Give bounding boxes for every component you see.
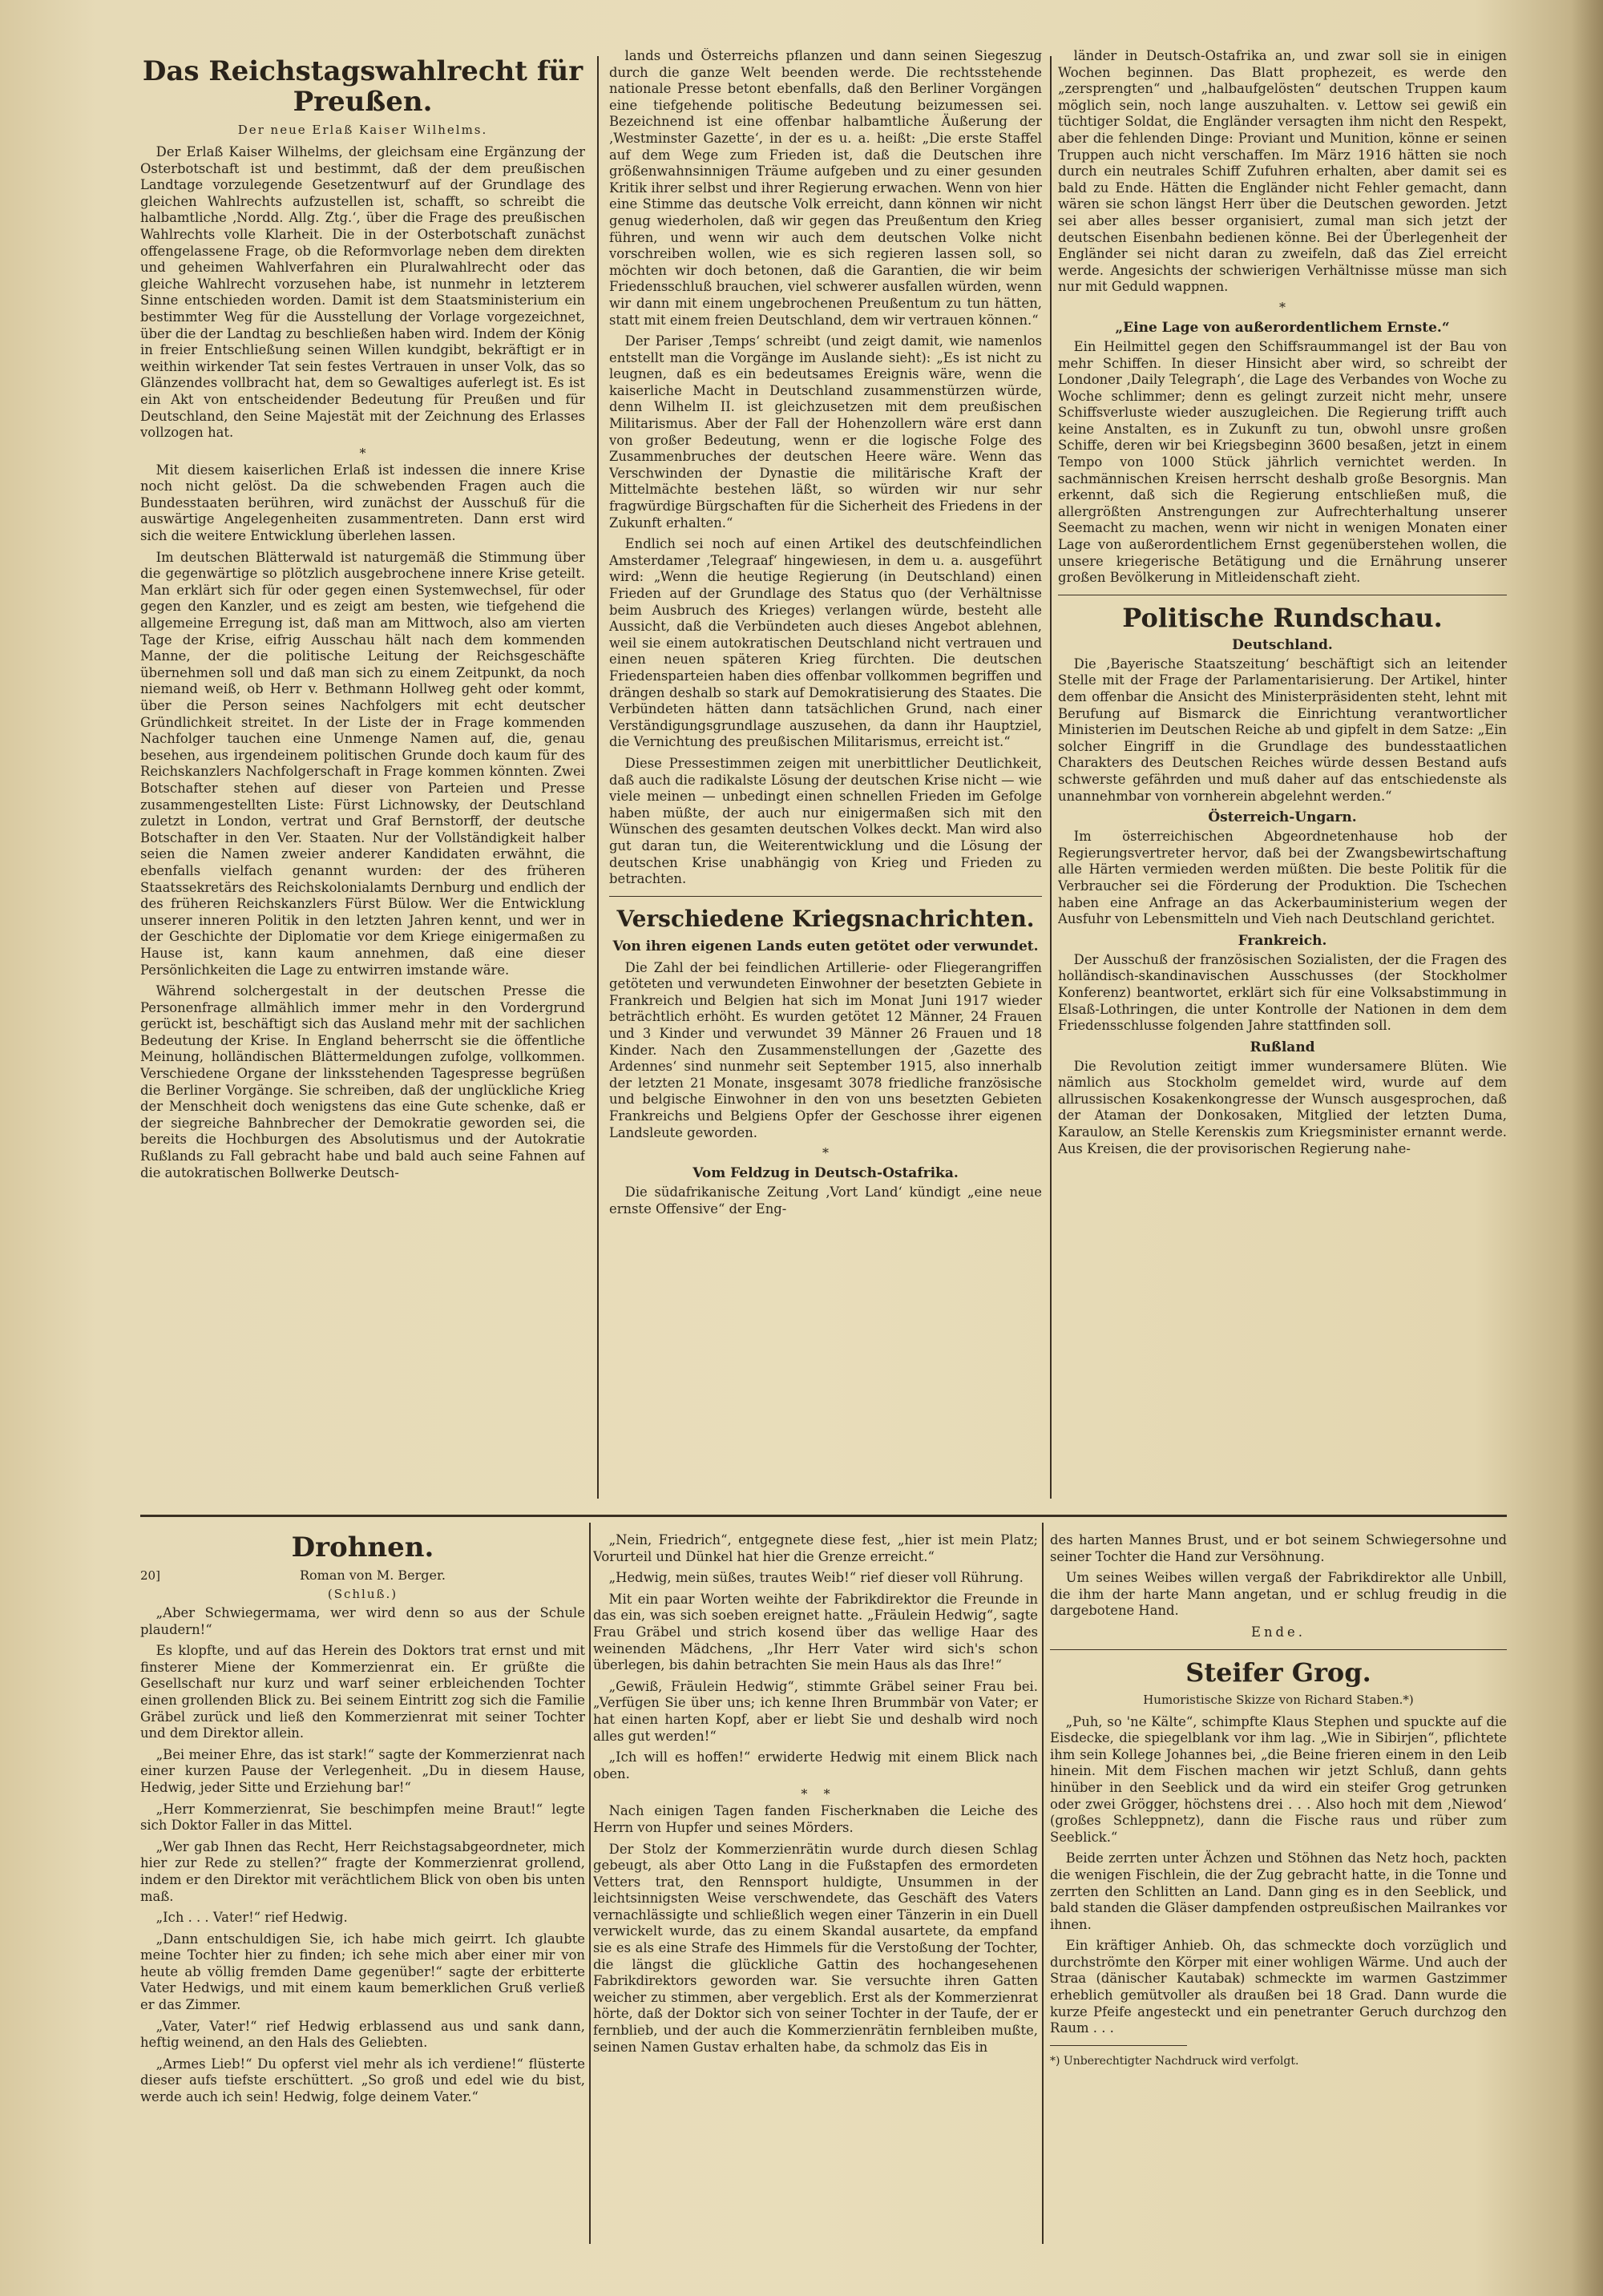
paragraph: Nach einigen Tagen fanden Fischerknaben die Leiche des Herrn von Hupfer und seines Mörders.: [593, 1803, 1038, 1835]
section-title-kriegsnachrichten: Verschiedene Kriegsnachrichten.: [616, 905, 1035, 932]
column-rule: [1050, 56, 1052, 1499]
paragraph: Mit ein paar Worten weihte der Fabrikdirektor die Freunde in das ein, was sich soeben ereignet hatte. „Fräulein Hedwig“, sagte Frau Gräbel und strich kosend über das wellige Haar des weinenden Mädchens, „Ihr Herr Vater wird sich's schon überlegen, bis dahin betrachten Sie mein Haus als das Ihre!“: [593, 1591, 1038, 1673]
paragraph: „Armes Lieb!“ Du opferst viel mehr als ich verdiene!“ flüsterte dieser aufs tiefste erschüttert. „So groß und edel wie du bist, werde auch ich sein! Hedwig, folge deinem Vater.“: [140, 2056, 585, 2105]
paragraph: länder in Deutsch-Ostafrika an, und zwar soll sie in einigen Wochen beginnen. Das Blatt prophezeit, es werde den „zersprengten“ und „halbaufgelösten“ deutschen Truppen kaum möglich sein, noch lange auszuhalten. v. Lettow sei gewiß ein tüchtiger Soldat, die Engländer versagten ihm nicht den Respekt, aber die fehlenden Dinge: Proviant und Munition, könne er seinen Truppen auch nicht verschaffen. Im März 1916 hätten sie noch durch ein neutrales Schiff Zufuhren erhalten, aber damit sei es bald zu Ende. Hätten die Engländer nicht Fehler gemacht, dann wären sie schon längst Herr über die Deutschen geworden. Jetzt sei aber alles besser organisiert, zumal man sich jetzt der deutschen Eisenbahn bedienen könne. Bei der Überlegenheit der Engländer sei nicht daran zu zweifeln, daß das Ziel erreicht werde. Angesichts der schwierigen Verhältnisse müsse man sich nur mit Geduld wappnen.: [1058, 48, 1507, 295]
section-star: *: [359, 445, 366, 461]
serial-drohnen-continued: [593, 1532, 1038, 2254]
paragraph: „Ich . . . Vater!“ rief Hedwig.: [155, 1910, 348, 1926]
serial-byline-row: [140, 1568, 585, 1583]
paragraph: Beide zerrten unter Ächzen und Stöhnen das Netz hoch, packten die wenigen Fischlein, die der Zug gebracht hatte, in die Tonne und zerrten den Schlitten an Land. Dann ging es in den Seeblick, und bald standen die Gläser dampfenden ostpreußischen Mailrankes vor ihnen.: [1050, 1850, 1507, 1932]
paragraph: Ein Heilmittel gegen den Schiffsraummangel ist der Bau von mehr Schiffen. In dieser Hinsicht aber wird, so schreibt der Londoner ‚Daily Telegraph‘, die Lage des Verbandes von Woche zu Woche schlimmer; denn es gelingt zurzeit nicht mehr, unsere Schiffsverluste wieder auszugleichen. Die Regierung trifft auch keine Anstalten, es in Zukunft zu tun, obwohl unsre großen Schiffe, deren wir bei Kriegsbeginn 3600 besaßen, jetzt in einem Tempo von 1000 Stück jährlich vernichtet werden. In sachmännischen Kreisen herrscht deshalb große Besorgnis. Man erkennt, daß sich die Regierung entschließen muß, die allergrößten Anstrengungen zur Aufrechterhaltung unserer Seemacht zu machen, wenn wir nicht in wenigen Monaten einer Lage von außerordentlichem Ernst gegenüberstehen wollen, die unsere kriegerische Betätigung und die Ernährung unserer großen Bevölkerung in Mitleidenschaft zieht.: [1058, 338, 1507, 586]
section-star: *: [822, 1145, 829, 1161]
paragraph: Der Pariser ‚Temps‘ schreibt (und zeigt damit, wie namenlos entstellt man die Vorgänge im Auslande sieht): „Es ist nicht zu leugnen, daß es ein bedeutsames Ereignis wäre, wenn die kaiserliche Macht in Deutschland zusammenstürzen würde, denn Wilhelm II. ist gleichzusetzen mit dem preußischen Militarismus. Aber der Fall der Hohenzollern wäre erst dann von großer Bedeutung, wenn er die logische Folge des Zusammenbruches der deutschen Heere wäre. Wenn das Verschwinden der Dynastie die militärische Kraft der Mittelmächte bestehen läßt, so würden wir nur sehr fragwürdige Bürgschaften für die Sicherheit des Friedens in der Zukunft erhalten.“: [609, 333, 1042, 531]
serial-drohnen: [140, 1532, 585, 2254]
country-heading: Deutschland.: [1232, 636, 1333, 653]
paragraph: Es klopfte, und auf das Herein des Doktors trat ernst und mit finsterer Miene der Kommerzienrat ein. Er grüßte die Gesellschaft nur kurz und warf seiner erbleichenden Tochter einen grollenden Blick zu. Bei seinem Eintritt zog sich die Familie Gräbel zurück und ließ den Kommerzienrat mit seiner Tochter und dem Direktor allein.: [140, 1643, 585, 1741]
section-stars: * *: [801, 1786, 830, 1802]
feuilleton-rule: [140, 1515, 1507, 1517]
paragraph: „Gewiß, Fräulein Hedwig“, stimmte Gräbel seiner Frau bei. „Verfügen Sie über uns; ich kenne Ihren Brummbär von Vater; er hat einen harten Kopf, aber er liebt Sie und deshalb wird noch alles gut werden!“: [593, 1678, 1038, 1744]
paragraph: Ein kräftiger Anhieb. Oh, das schmeckte doch vorzüglich und durchströmte den Körper mit einer wohligen Wärme. Und auch der Straa (dänischer Kautabak) schmeckte im warmen Gastzimmer erheblich gemütvoller als draußen bei 18 Grad. Dann wurde die kurze Pfeife angesteckt und ein penetranter Geruch durchzog den Raum . . .: [1050, 1938, 1507, 2036]
paragraph: „Hedwig, mein süßes, trautes Weib!“ rief dieser voll Rührung.: [608, 1570, 1024, 1586]
serial-title: Drohnen.: [291, 1532, 434, 1564]
section-heading: Vom Feldzug in Deutsch-Ostafrika.: [692, 1165, 959, 1182]
paragraph: Die Zahl der bei feindlichen Artillerie- oder Fliegerangriffen getöteten und verwundeten Einwohner der besetzten Gebiete in Frankreich und Belgien hat sich im Monat Juni 1917 wieder beträchtlich erhöht. Es wurden getötet 12 Männer, 24 Frauen und 3 Kinder und verwundet 39 Männer 26 Frauen und 18 Kinder. Nach den Zusammenstellungen der ‚Gazette des Ardennes‘ sind nunmehr seit September 1915, also innerhalb der letzten 21 Monate, insgesamt 3078 friedliche französische und belgische Einwohner in den von uns besetzten Gebieten Frankreichs und Belgiens Opfer der Geschosse ihrer eigenen Landsleute geworden.: [609, 959, 1042, 1140]
divider: [1050, 2045, 1187, 2046]
section-title-rundschau: Politische Rundschau.: [1122, 602, 1443, 633]
paragraph: „Aber Schwiegermama, wer wird denn so aus der Schule plaudern!“: [140, 1605, 585, 1637]
divider: [609, 896, 1042, 897]
paragraph: Diese Pressestimmen zeigen mit unerbittlicher Deutlichkeit, daß auch die radikalste Lösung der deutschen Krise nicht — wie viele meinen — unbedingt einen schnellen Frieden im Gefolge haben müßte, der auch nur einigermaßen sich mit den Wünschen des gesamten deutschen Volkes deckt. Man wird also gut daran tun, die Weiterentwicklung und die Lösung der deutschen Krise unabhängig von Krieg und Frieden zu betrachten.: [609, 755, 1042, 887]
article-title: Das Reichstagswahlrecht für Preußen.: [142, 55, 583, 118]
paragraph: des harten Mannes Brust, und er bot seinem Schwiegersohne und seiner Tochter die Hand zur Versöhnung.: [1050, 1532, 1507, 1564]
story-subtitle: Humoristische Skizze von Richard Staben.*): [1143, 1692, 1414, 1707]
paragraph: Mit diesem kaiserlichen Erlaß ist indessen die innere Krise noch nicht gelöst. Da die schwebenden Fragen auch die Bundesstaaten berühren, wird zunächst der Ausschuß für die auswärtige Angelegenheiten zusammentreten. Dann erst wird sich die weitere Entwicklung überlehen lassen.: [140, 462, 585, 544]
paragraph: Die Revolution zeitigt immer wundersamere Blüten. Wie nämlich aus Stockholm gemeldet wird, wurde auf dem allrussischen Kosakenkongresse der Wunsch ausgesprochen, daß der Ataman der Donkosaken, Mitglied der letzten Duma, Karaulow, an Stelle Kerenskis zum Kriegsminister ernannt werde. Aus Kreisen, die der provisorischen Regierung nahe-: [1058, 1058, 1507, 1156]
serial-number: 20]: [140, 1568, 160, 1583]
paragraph: „Ich will es hoffen!“ erwiderte Hedwig mit einem Blick nach oben.: [593, 1749, 1038, 1782]
serial-conclusion: (Schluß.): [327, 1587, 398, 1601]
country-heading: Österreich-Ungarn.: [1208, 809, 1357, 826]
article-continuation: [609, 48, 1042, 1503]
paragraph: „Dann entschuldigen Sie, ich habe mich geirrt. Ich glaubte meine Tochter hier zu finden; ich sehe mich aber einer mir von heute ab völlig fremden Dame gegenüber!“ sagte der erbitterte Vater Hedwigs, und mit einem kaum bemerklichen Gruß verließ er das Zimmer.: [140, 1931, 585, 2013]
section-star: *: [1279, 299, 1286, 315]
serial-byline: Roman von M. Berger.: [299, 1568, 446, 1583]
paragraph: Die südafrikanische Zeitung ‚Vort Land‘ kündigt „eine neue ernste Offensive“ der Eng-: [609, 1184, 1042, 1217]
paragraph: „Herr Kommerzienrat, Sie beschimpfen meine Braut!“ legte sich Doktor Faller in das Mittel.: [140, 1801, 585, 1834]
paragraph: „Wer gab Ihnen das Recht, Herr Reichstagsabgeordneter, mich hier zur Rede zu stellen?“ fragte der Kommerzienrat grollend, indem er den Direktor mit verächtlichem Blick von oben bis unten maß.: [140, 1838, 585, 1904]
paragraph: Um seines Weibes willen vergaß der Fabrikdirektor alle Unbill, die ihm der harte Mann angetan, und er schlug freudig in die dargebotene Hand.: [1050, 1570, 1507, 1619]
paragraph: lands und Österreichs pflanzen und dann seinen Siegeszug durch die ganze Welt beenden werde. Die rechtsstehende nationale Presse betont ebenfalls, daß den Berliner Vorgängen eine tiefgehende politische Bedeutung beizumessen sei. Bezeichnend ist eine offenbar halbamtliche Äußerung der ‚Westminster Gazette‘, in der es u. a. heißt: „Die erste Staffel auf dem Wege zum Frieden ist, daß die Deutschen ihre größenwahnsinnigen Träume aufgeben und zu einer gesunden Kritik ihrer selbst und ihrer Regierung erwachen. Wenn von hier eine Stimme das deutsche Volk erreicht, dann können wir nicht genug wiederholen, daß wir gegen das Preußentum den Krieg führen, und wenn wir auch dem deutschen Volke nicht vorschreiben wollen, wie es sich regieren lassen soll, so möchten wir doch betonen, daß die Garantien, die wir beim Friedensschluß brauchen, viel schwerer ausfallen würden, wenn wir dann mit einem ungebrochenen Preußentum zu tun hätten, statt mit einem freien Deutschland, dem wir vertrauen können.“: [609, 48, 1042, 328]
paragraph: „Bei meiner Ehre, das ist stark!“ sagte der Kommerzienrat nach einer kurzen Pause der Verlegenheit. „Du in diesem Hause, Hedwig, jeder Sitte und Erziehung bar!“: [140, 1746, 585, 1795]
serial-end-and-grog: [1050, 1532, 1507, 2254]
article-wahlrecht: [140, 48, 585, 1503]
paragraph: „Vater, Vater!“ rief Hedwig erblassend aus und sank dann, heftig weinend, an den Hals des Geliebten.: [140, 2018, 585, 2051]
paragraph: „Puh, so 'ne Kälte“, schimpfte Klaus Stephen und spuckte auf die Eisdecke, die spiegelblank vor ihm lag. „Wie in Sibirjen“, pflichtete ihm sein Kollege Johannes bei, „die Beine frieren einem in den Leib hinein. Mit dem Fischen machen wir jetzt Schluß, dann gehts hinüber in den Seeblick und da wird ein steifer Grog getrunken oder zwei Grögger, höchstens drei . . . Also hoch mit dem ‚Niewod‘ (großes Schleppnetz), dann die Fische raus und rüber zum Seeblick.“: [1050, 1713, 1507, 1845]
paragraph: Der Erlaß Kaiser Wilhelms, der gleichsam eine Ergänzung der Osterbotschaft ist und bestimmt, daß der dem preußischen Landtage vorzulegende Gesetzentwurf auf der Grundlage des gleichen Wahlrechts aufzustellen ist, schafft, so schreibt die halbamtliche ‚Nordd. Allg. Ztg.‘, über die Frage des preußischen Wahlrechts volle Klarheit. Die in der Osterbotschaft zunächst offengelassene Frage, ob die Reformvorlage neben dem direkten und geheimen Wahlverfahren ein Pluralwahlrecht oder das gleiche Wahlrecht vorzusehen habe, ist nunmehr in letzterem Sinne entschieden worden. Damit ist dem Staatsministerium ein bestimmter Weg für die Ausstellung der Vorlage vorgezeichnet, über die der Landtag zu beschließen haben wird. Indem der König in freier Entschließung seinen Willen kundgibt, bekräftigt er in weithin wirkender Tat sein festes Vertrauen in unser Volk, das so Glänzendes vollbracht hat, dem so Gewaltiges auferlegt ist. Es ist ein Akt von entscheidender Bedeutung für Preußen und für Deutschland, den Seine Majestät mit der Zeichnung des Erlasses vollzogen hat.: [140, 144, 585, 441]
paragraph: Im österreichischen Abgeordnetenhause hob der Regierungsvertreter hervor, daß bei der Zwangsbewirtschaftung alle Härten vermieden werden müßten. Die beste Politik für die Verbraucher sei die Förderung der Produktion. Die Tschechen haben eine Anfrage an das Ackerbauministerium wegen der Ausfuhr von Lebensmitteln und Vieh nach Deutschland gerichtet.: [1058, 829, 1507, 927]
paragraph: Während solchergestalt in der deutschen Presse die Personenfrage allmählich immer mehr in den Vordergrund gerückt ist, beschäftigt sich das Ausland mehr mit der sachlichen Bedeutung der Krise. In England beherrscht sie die öffentliche Meinung, holländischen Blättermeldungen zufolge, vollkommen. Verschiedene Organe der linksstehenden Tagespresse begrüßen die Berliner Vorgänge. Sie schreiben, daß der unglückliche Krieg der Menschheit doch wenigstens das eine Gute schenke, daß er der siegreiche Bahnbrecher der Demokratie geworden sei, die bereits die Hochburgen des Absolutismus und der Autokratie Rußlands zu Fall gebracht habe und bald auch seine Fahnen auf die autokratischen Bollwerke Deutsch-: [140, 983, 585, 1180]
section-subtitle: Von ihren eigenen Lands euten getötet oder verwundet.: [612, 938, 1039, 954]
paragraph: „Nein, Friedrich“, entgegnete diese fest, „hier ist mein Platz; Vorurteil und Dünkel hat hier die Grenze erreicht.“: [593, 1532, 1038, 1564]
country-heading: Frankreich.: [1238, 932, 1327, 949]
paragraph: Der Stolz der Kommerzienrätin wurde durch diesen Schlag gebeugt, als aber Otto Lang in die Fußstapfen des ermordeten Vetters trat, den Rennsport huldigte, Unsummen in der leichtsinnigsten Weise verschwendete, das Geschäft des Vaters vernachlässigte und schließlich wegen einer Tänzerin in ein Duell verwickelt wurde, das zu einem Skandal ausartete, da empfand sie es als eine Strafe des Himmels für die Verstoßung der Tochter, die längst die glückliche Gattin des hochangesehenen Fabrikdirektors geworden war. Sie versuchte ihren Gatten weicher zu stimmen, aber vergeblich. Erst als der Kommerzienrat hörte, daß der Doktor sich von seiner Tochter in der Taufe, der er fernblieb, und der auch die Kommerzienrätin fernbleiben mußte, seinen Namen Gustav erhalten habe, da schmolz das Eis in: [593, 1841, 1038, 2055]
paragraph: Die ‚Bayerische Staatszeitung‘ beschäftigt sich an leitender Stelle mit der Frage der Parlamentarisierung. Der Artikel, hinter dem offenbar die Ansicht des Ministerpräsidenten steht, lehnt mit Berufung auf Bismarck die Einrichtung verantwortlicher Ministerien im Deutschen Reiche ab und gipfelt in dem Satze: „Ein solcher Eingriff in die Grundlage des bundesstaatlichen Charakters des Deutschen Reiches würde dessen Bestand aufs schwerste gefährden und muß daher auf das entschiedenste als unannehmbar von vornherein abgelehnt werden.“: [1058, 656, 1507, 804]
paragraph: Der Ausschuß der französischen Sozialisten, der die Fragen des holländisch-skandinavischen Ausschusses (der Stockholmer Konferenz) beantwortet, erklärt sich für eine Volksabstimmung in Elsaß-Lothringen, die unter Kontrolle der Nationen in dem dem Friedensschlusse folgenden Jahre stattfinden soll.: [1058, 951, 1507, 1034]
section-heading: „Eine Lage von außerordentlichem Ernste.“: [1115, 319, 1450, 336]
footnote: *) Unberechtigter Nachdruck wird verfolgt.: [1050, 2054, 1299, 2068]
country-heading: Rußland: [1250, 1039, 1315, 1055]
divider: [1050, 1649, 1507, 1650]
serial-end: Ende.: [1251, 1624, 1306, 1640]
column-rule: [1042, 1523, 1044, 2244]
column-rule: [597, 56, 599, 1499]
paragraph: Im deutschen Blätterwald ist naturgemäß die Stimmung über die gegenwärtige so plötzlich ausgebrochene innere Krise geteilt. Man erklärt sich für oder gegen einen Systemwechsel, für oder gegen den Kanzler, und es zeigt am besten, wie tiefgehend die allgemeine Erregung ist, daß man am Mittwoch, also am vierten Tage der Krise, eifrig Ausschau hält nach dem kommenden Manne, der die politische Leitung der Reichsgeschäfte übernehmen soll und daß man sich zu einem Zeitpunkt, da noch niemand weiß, ob Herr v. Bethmann Hollweg geht oder kommt, über die Person seines Nachfolgers mit echt deutscher Gründlichkeit streitet. In der Liste der in Frage kommenden Nachfolger tauchen eine Unmenge Namen auf, die, genau besehen, aus irgendeinem politischen Grunde doch kaum für des Reichskanzlers Nachfolgerschaft in Frage kommen könnten. Zwei Botschafter stehen auf dieser von Parteien und Presse zusammengestellten Liste: Fürst Lichnowsky, der Deutschland zuletzt in London, vertrat und Graf Bernstorff, der deutsche Botschafter in den Ver. Staaten. Nur der Vollständigkeit halber seien die Namen zweier anderer Kandidaten erwähnt, die ebenfalls vielfach genannt wurden: der des früheren Staatssekretärs des Reichskolonialamts Dernburg und endlich der des früheren Reichskanzlers Fürst Bülow. Wer die Entwicklung unserer inneren Politik in den letzten Jahren kennt, und wer in der Geschichte der Diplomatie vor dem Kriege einigermaßen zu Hause ist, kann kaum annehmen, daß eine dieser Persönlichkeiten die Lage zu entwirren imstande wäre.: [140, 549, 585, 978]
column-rule: [589, 1523, 591, 2244]
article-subtitle: Der neue Erlaß Kaiser Wilhelms.: [237, 123, 488, 137]
story-title-grog: Steifer Grog.: [1185, 1656, 1371, 1688]
paragraph: Endlich sei noch auf einen Artikel des deutschfeindlichen Amsterdamer ‚Telegraaf‘ hingewiesen, in dem u. a. ausgeführt wird: „Wenn die heutige Regierung (in Deutschland) einen Frieden auf der Grundlage des Status quo (der Verhältnisse beim Ausbruch des Krieges) verlangen würde, besteht alle Aussicht, daß die Verbündeten auch dieses Angebot ablehnen, weil sie einem autokratischen Deutschland nicht vertrauen und einen neuen späteren Krieg fürchten. Die deutschen Friedensparteien haben dies offenbar vollkommen begriffen und drängen deshalb so stark auf Demokratisierung des Staates. Die Verbündeten hätten dann tatsächlichen Grund, nach einer Verständigungsgrundlage auszusehen, da dann ihr Hauptziel, die Vernichtung des preußischen Militarismus, erreicht ist.“: [609, 536, 1042, 750]
article-ostafrika-rundschau: [1058, 48, 1507, 1503]
